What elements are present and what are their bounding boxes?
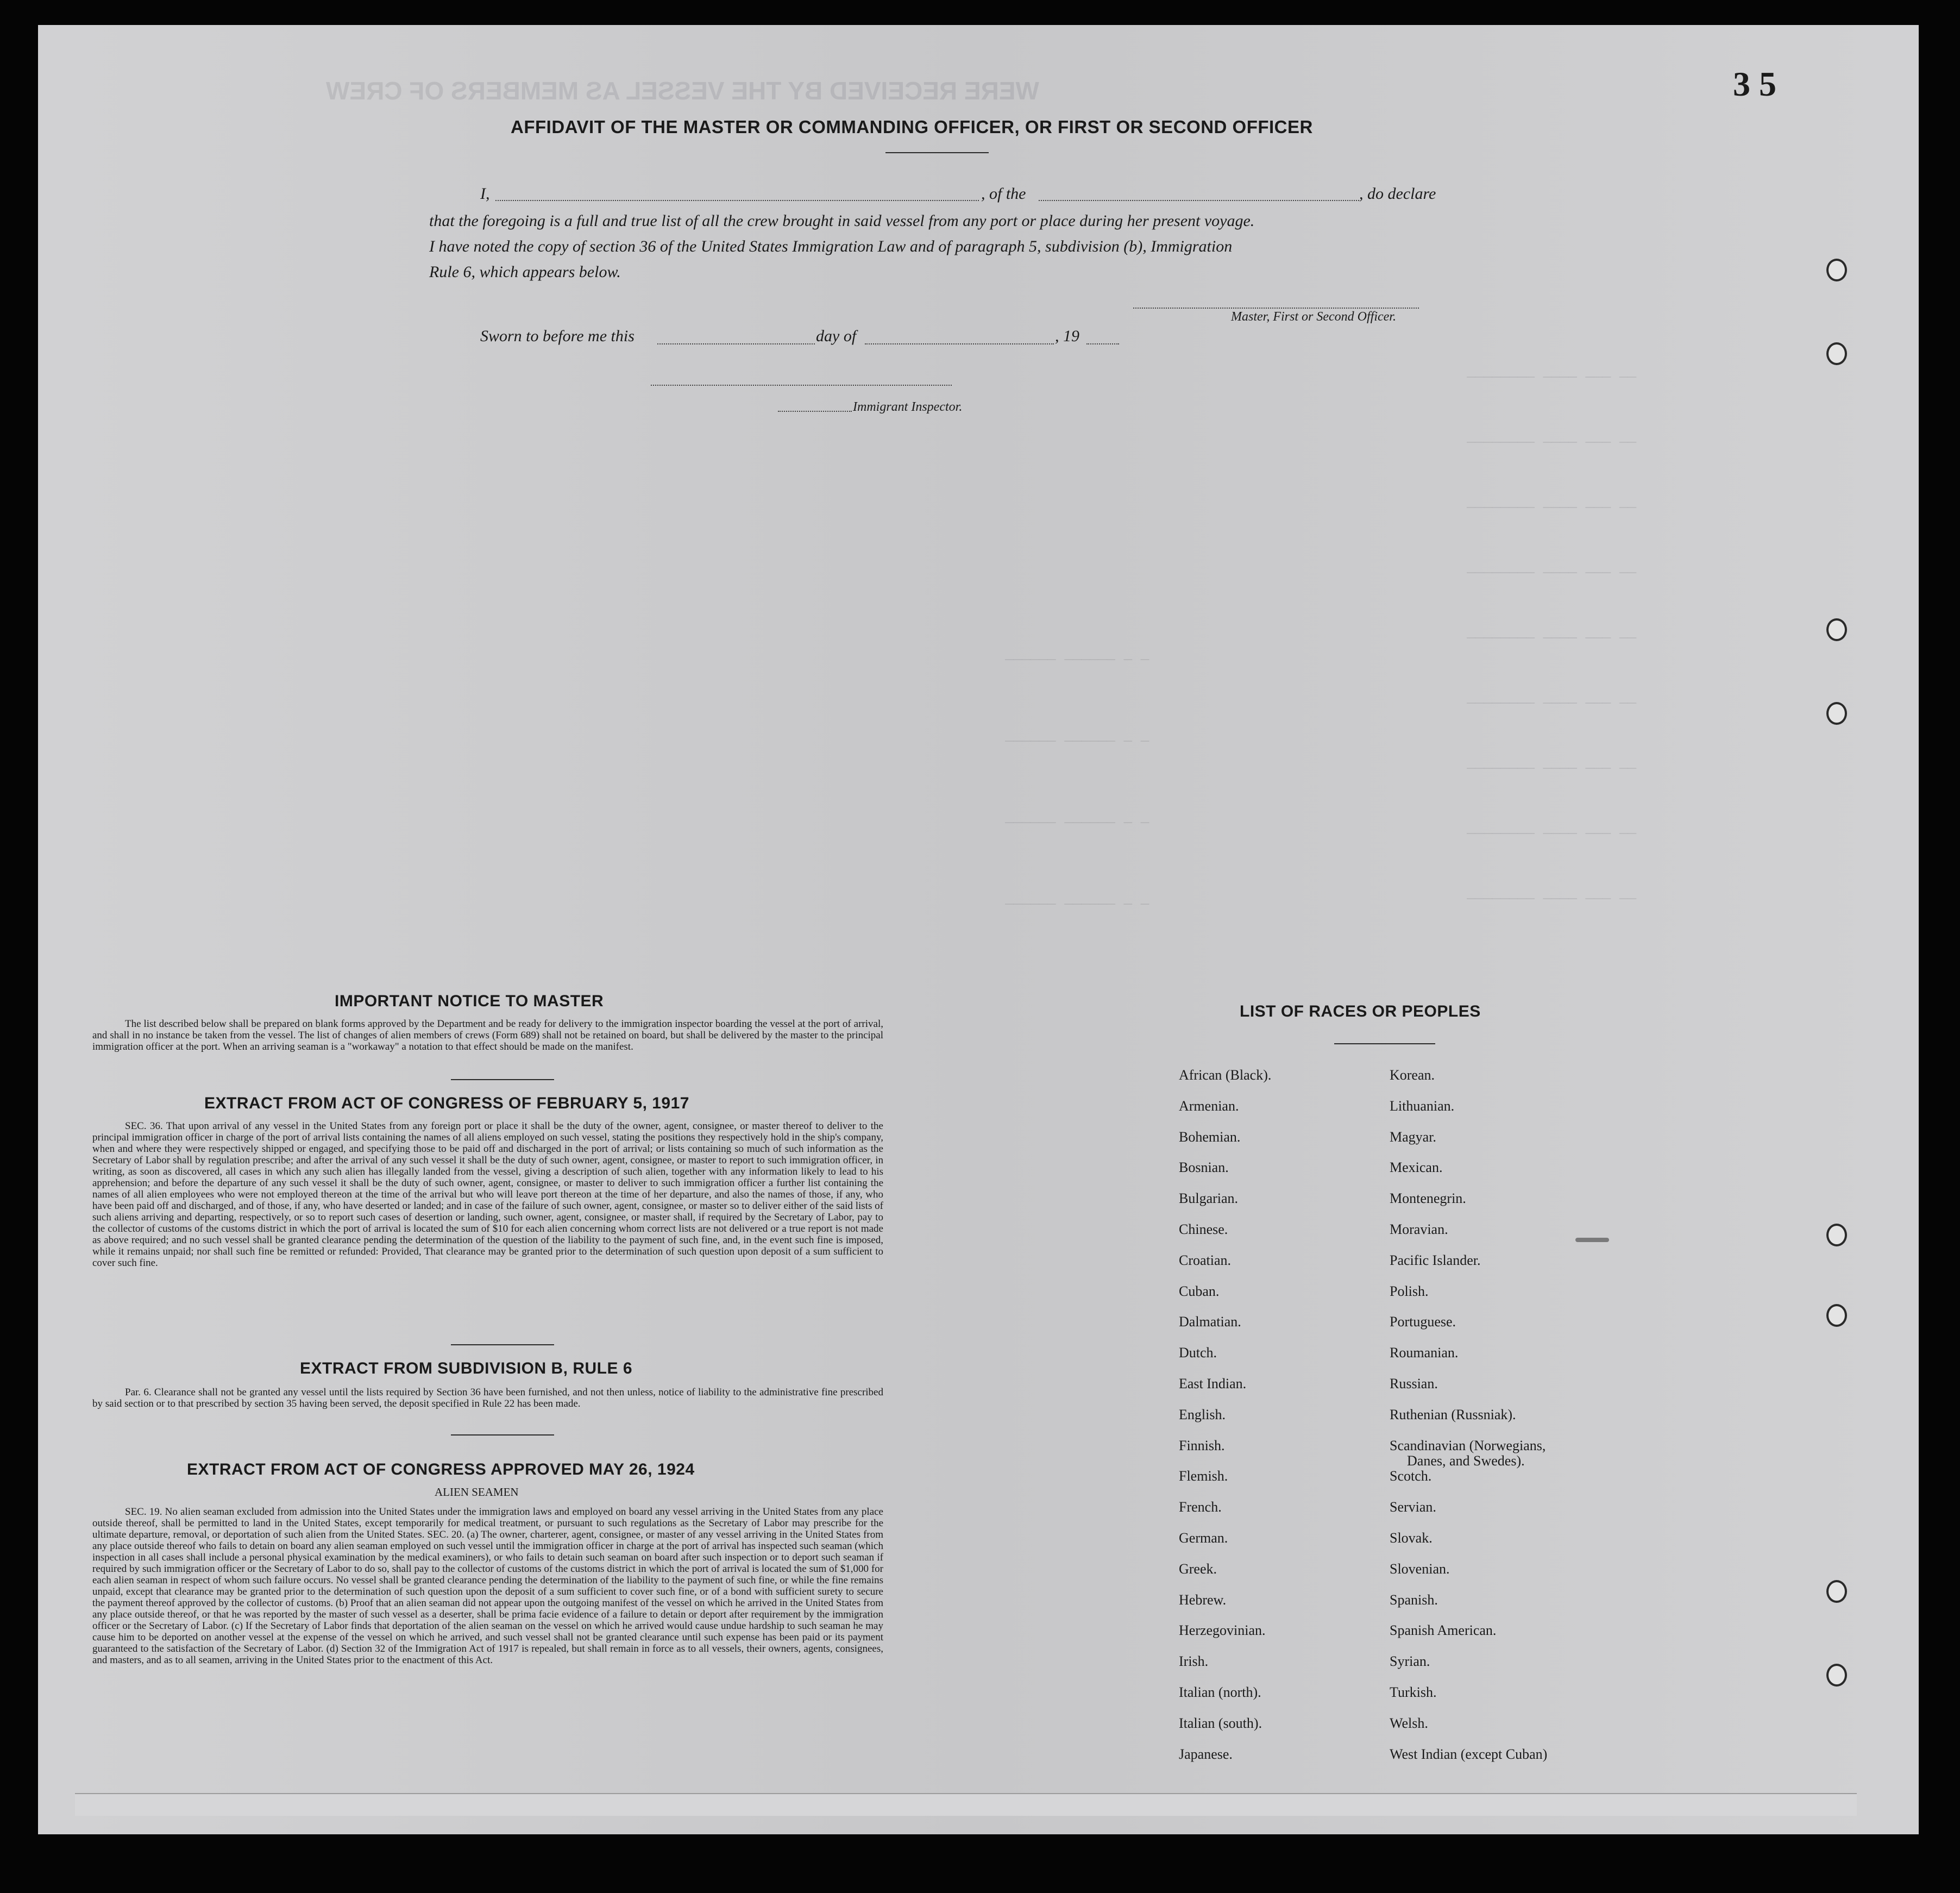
bleed-through-row: ──────── ──── ─── ── [1467,565,1637,581]
race-item: Polish. [1390,1283,1429,1299]
extract-1924-text: SEC. 19. No alien seaman excluded from admission into the United States under the immigration laws and employed on board any vessel arriving in the United States from any place outside thereof, shall be permitted to land in the United States, except temporarily for medical treatment, or pursuant to such regulations as the Secretary of Labor may prescribe for the ultimate departure, removal, or deportation of such alien from the United States. SEC. 20. (a) The owner, charterer, agent, consignee, or master of any vessel arriving in the United States from any place outside thereof who fails to detain on board any alien seaman employed on such vessel until the immigration officer in charge at the port of arrival has inspected such seaman (which inspection in all cases shall include a personal physical examination by the medical examiners), or who fails to detain such seaman on board after such inspection or to deport such seaman if required by such immigration officer or the Secretary of Labor to do so, shall pay to the collector of customs of the customs district in which the port of arrival is located the sum of $1,000 for each alien seaman in respect of whom such failure occurs. No vessel shall be granted clearance pending the determination of the liability to the payment of such fine, or while the fine remains unpaid, except that clearance may be granted prior to the determination of such question upon the deposit of a sum sufficient to cover such fine, or of a bond with sufficient surety to secure the payment thereof approved by the collector of customs. (b) Proof that an alien seaman did not appear upon the outgoing manifest of the vessel on which he arrived in the United States from any place outside thereof, or that he was reported by the master of such vessel as a deserter, shall be prima facie evidence of a failure to detain or deport after requirement by the immigration officer or the Secretary of Labor. (c) If the Secretary of Labor finds that deportation of the alien seaman on the vessel on which he arrived would cause undue hardship to such seaman he may cause him to be deported on another vessel at the expense of the vessel on which he arrived, and such vessel shall not be granted clearance until such expense has been paid or its payment guaranteed to the satisfaction of the Secretary of Labor. (d) Section 32 of the Immigration Act of 1917 is repealed, but shall remain in force as to all vessels, their owners, agents, consignees, and masters, and as to all seamen, arriving in the United States prior to the enactment of this Act. [92,1506,883,1666]
inspector-name-field[interactable] [778,411,852,412]
race-item: Armenian. [1179,1098,1239,1114]
race-item: Pacific Islander. [1390,1252,1481,1268]
race-item: Servian. [1390,1499,1436,1515]
bleed-through-row: ──────── ──── ─── ── [1467,630,1637,647]
race-item: Irish. [1179,1653,1209,1670]
race-item: Japanese. [1179,1746,1233,1762]
sworn-year-field[interactable] [1086,343,1119,344]
punch-hole [1826,1304,1847,1327]
vessel-name-field[interactable] [1039,200,1359,201]
race-item: Danes, and Swedes). [1407,1452,1525,1469]
race-item: West Indian (except Cuban) [1390,1746,1548,1762]
punch-hole [1826,342,1847,365]
affidavit-statement-line: I have noted the copy of section 36 of the United States Immigration Law and of paragraph 5, subdivision (b), Immigration [429,237,1233,255]
race-item: Spanish. [1390,1591,1438,1608]
extract-1924-title: EXTRACT FROM ACT OF CONGRESS APPROVED MAY 26, 1924 [187,1461,695,1478]
notice-title: IMPORTANT NOTICE TO MASTER [335,992,604,1010]
bleed-through-row: ──────── ──── ─── ── [1467,695,1637,712]
races-title: LIST OF RACES OR PEOPLES [1240,1002,1481,1020]
race-item: Portuguese. [1390,1314,1456,1330]
section-divider [451,1344,554,1345]
affidavit-statement-line: that the foregoing is a full and true list of all the crew brought in said vessel from any port or place during her present voyage. [429,212,1255,230]
master-signature-field[interactable] [1133,308,1419,309]
bleed-through-heading: WERE RECEIVED BY THE VESSEL AS MEMBERS OF CREW [326,77,1039,105]
race-item: Montenegrin. [1390,1190,1466,1207]
punch-hole [1826,702,1847,725]
bleed-through-row: ──────── ──── ─── ── [1467,500,1637,516]
race-item: German. [1179,1530,1228,1546]
bleed-through-row: ────── ────── ─ ─ [1005,897,1149,913]
master-signature-label: Master, First or Second Officer. [1231,310,1396,324]
race-item: Hebrew. [1179,1591,1227,1608]
declarant-name-field[interactable] [495,200,979,201]
race-item: Lithuanian. [1390,1098,1455,1114]
day-of-label: day of [816,327,857,345]
race-item: Cuban. [1179,1283,1220,1299]
bleed-through-row: ──────── ──── ─── ── [1467,761,1637,777]
race-item: Croatian. [1179,1252,1232,1268]
race-item: Russian. [1390,1376,1438,1391]
race-item: Bohemian. [1179,1129,1241,1145]
race-item: Moravian. [1390,1221,1448,1237]
race-item: Dutch. [1179,1345,1217,1361]
inspector-label: Immigrant Inspector. [853,400,963,414]
race-item: Slovenian. [1390,1560,1450,1577]
race-item: Roumanian. [1390,1345,1459,1361]
race-item: Scandinavian (Norwegians, [1390,1437,1546,1453]
bleed-through-row: ────── ────── ─ ─ [1005,815,1149,831]
punch-hole [1826,1224,1847,1246]
inspector-signature-field[interactable] [651,385,952,386]
affidavit-i-label: I, [480,185,490,203]
notice-text: The list described below shall be prepared on blank forms approved by the Department and be ready for delivery to the immigration inspector boarding the vessel at the port of arrival, and shall in no instance be taken from the vessel. The list of changes of alien members of crews (Form 689) shall not be retained on board, but shall be delivered by the master to the principal immigration officer at the port. When an arriving seaman is a "workaway" a notation to that effect should be made on the manifest. [92,1018,883,1052]
bleed-through-row: ──────── ──── ─── ── [1467,369,1637,386]
race-item: Mexican. [1390,1159,1443,1176]
race-item: Scotch. [1390,1468,1432,1484]
affidavit-of-the-label: , of the [981,185,1026,203]
sworn-label: Sworn to before me this [480,327,635,345]
extract-rule6-title: EXTRACT FROM SUBDIVISION B, RULE 6 [300,1359,633,1377]
punch-hole [1826,1664,1847,1687]
race-item: Magyar. [1390,1129,1436,1145]
punch-hole [1826,259,1847,281]
affidavit-title: AFFIDAVIT OF THE MASTER OR COMMANDING OFFICER, OR FIRST OR SECOND OFFICER [511,117,1313,137]
underlying-sheet-edge [75,1793,1857,1816]
title-divider [885,152,989,153]
race-item: English. [1179,1406,1226,1422]
year-label: , 19 [1055,327,1079,345]
race-item: Flemish. [1179,1468,1228,1484]
section-divider [451,1434,554,1436]
race-item: French. [1179,1499,1222,1515]
punch-hole [1826,1580,1847,1603]
extract-1917-title: EXTRACT FROM ACT OF CONGRESS OF FEBRUARY 5, 1917 [204,1094,689,1112]
race-item: Syrian. [1390,1653,1430,1670]
race-item: Italian (south). [1179,1715,1262,1731]
race-item: Welsh. [1390,1715,1428,1731]
race-item: Bulgarian. [1179,1190,1239,1207]
race-item: Greek. [1179,1560,1217,1577]
race-item: Bosnian. [1179,1159,1229,1176]
races-divider [1334,1043,1435,1044]
extract-rule6-text: Par. 6. Clearance shall not be granted any vessel until the lists required by Section 36 have been furnished, and not then unless, notice of liability to the administrative fine prescribed by said section or to that prescribed by section 35 having been served, the deposit specified in Rule 22 has been made. [92,1387,883,1409]
bleed-through-row: ──────── ──── ─── ── [1467,435,1637,451]
race-item: Ruthenian (Russniak). [1390,1406,1516,1422]
race-item: Spanish American. [1390,1622,1497,1639]
bleed-through-row: ────── ────── ─ ─ [1005,652,1149,668]
race-item: Chinese. [1179,1221,1228,1237]
race-item: African (Black). [1179,1067,1272,1083]
race-item: Italian (north). [1179,1684,1261,1700]
punch-hole [1826,618,1847,641]
race-item: Dalmatian. [1179,1314,1241,1330]
extract-1924-subtitle: ALIEN SEAMEN [435,1485,519,1499]
ink-smudge [1575,1238,1609,1242]
race-item: East Indian. [1179,1376,1247,1391]
corner-page-number: 3 5 [1733,65,1776,103]
bleed-through-row: ──────── ──── ─── ── [1467,891,1637,907]
affidavit-declare-label: , do declare [1359,185,1436,203]
bleed-through-row: ────── ────── ─ ─ [1005,734,1149,750]
race-item: Turkish. [1390,1684,1437,1700]
race-item: Slovak. [1390,1530,1433,1546]
race-item: Herzegovinian. [1179,1622,1266,1639]
race-item: Finnish. [1179,1437,1225,1453]
section-divider [451,1079,554,1080]
bleed-through-row: ──────── ──── ─── ── [1467,826,1637,842]
extract-1917-text: SEC. 36. That upon arrival of any vessel in the United States from any foreign port or place it shall be the duty of the owner, agent, consignee, or master thereof to deliver to the principal immigration officer in charge of the port of arrival lists containing the names of all aliens employed on such vessel, stating the positions they respectively hold in the ship's company, when and where they were respectively shipped or engaged, and specifying those to be paid off and discharged in the port of arrival; or lists containing so much of such information as the Secretary of Labor shall by regulation prescribe; and after the arrival of any such vessel it shall be the duty of such owner, agent, consignee, or master to report to such immigration officer, in writing, as soon as discovered, all cases in which any such alien has illegally landed from the vessel, giving a description of such alien, together with any information likely to lead to his apprehension; and before the departure of any such vessel it shall be the duty of such owner, agent, consignee, or master to deliver to such immigration officer a further list containing the names of all alien employees who were not employed thereon at the time of the arrival but who will leave port thereon at the time of her departure, and also the names of those, if any, who have been paid off and discharged, and of those, if any, who have deserted or landed; and in case of the failure of such owner, agent, consignee, or master so to deliver either of the said lists of such aliens arriving and departing, respectively, or so to report such cases of desertion or landing, such owner, agent, consignee, or master shall, if required by the Secretary of Labor, pay to the collector of customs of the customs district in which the port of arrival is located the sum of $10 for each alien concerning whom correct lists are not delivered or a true report is not made as above required; and no such vessel shall be granted clearance pending the determination of the question of the liability to the payment of such fine, and, in the event such fine is imposed, while it remains unpaid; nor shall such fine be remitted or refunded: Provided, That clearance may be granted prior to the determination of such question upon deposit of a sum sufficient to cover such fine. [92,1120,883,1269]
sworn-day-field[interactable] [657,343,815,344]
race-item: Korean. [1390,1067,1435,1083]
sworn-month-field[interactable] [865,343,1054,344]
affidavit-statement-line: Rule 6, which appears below. [429,263,621,281]
